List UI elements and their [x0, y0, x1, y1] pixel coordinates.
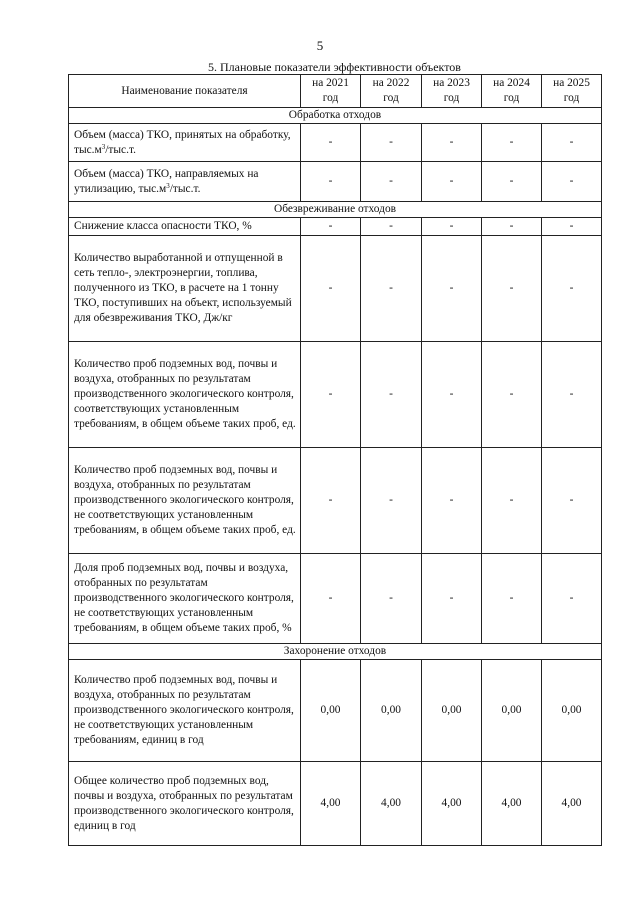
value-2022: -	[361, 554, 422, 644]
value-2025: 0,00	[542, 660, 602, 762]
value-2021: -	[301, 124, 361, 162]
value-2024: 0,00	[482, 660, 542, 762]
table-row	[69, 342, 602, 448]
value-2024: -	[482, 554, 542, 644]
indicator-name: Объем (масса) ТКО, принятых на обработку, $тыс.м^3/тыс.т$.	[69, 124, 301, 162]
value-2022: -	[361, 448, 422, 554]
value-2023: 4,00	[422, 762, 482, 846]
value-2025: -	[542, 554, 602, 644]
value-2022: -	[361, 218, 422, 236]
value-2021: -	[301, 162, 361, 202]
value-2022: -	[361, 236, 422, 342]
indicator-name: Объем (масса) ТКО, направляемых на утилизацию, $тыс.м^3/тыс.т$.	[69, 162, 301, 202]
value-2023: -	[422, 218, 482, 236]
value-2022: 4,00	[361, 762, 422, 846]
indicator-name: Общее количество проб подземных вод, почвы и воздуха, отобранных по результатам производственного экологического контроля, единиц в год	[69, 762, 301, 846]
value-2021: -	[301, 554, 361, 644]
table-row	[69, 162, 602, 202]
table-row	[69, 236, 602, 342]
indicator-name: Количество проб подземных вод, почвы и воздуха, отобранных по результатам производственного экологического контроля, не соответствующих установленным требованиям, единиц в год	[69, 660, 301, 762]
table-row	[69, 762, 602, 846]
header-year-2025: на 2025 год	[542, 75, 602, 108]
value-2022: -	[361, 342, 422, 448]
indicators-table	[68, 74, 602, 846]
header-indicator: Наименование показателя	[69, 75, 301, 108]
value-2025: -	[542, 448, 602, 554]
section-row	[69, 644, 602, 660]
value-2024: -	[482, 162, 542, 202]
value-2025: -	[542, 162, 602, 202]
value-2024: -	[482, 218, 542, 236]
value-2021: -	[301, 448, 361, 554]
value-2022: 0,00	[361, 660, 422, 762]
value-2023: -	[422, 554, 482, 644]
value-2024: 4,00	[482, 762, 542, 846]
value-2024: -	[482, 342, 542, 448]
value-2021: 0,00	[301, 660, 361, 762]
header-year-2021: на 2021 год	[301, 75, 361, 108]
header-year-2022: на 2022 год	[361, 75, 422, 108]
value-2021: 4,00	[301, 762, 361, 846]
value-2025: -	[542, 218, 602, 236]
table-row	[69, 218, 602, 236]
section-title-burial: Захоронение отходов	[69, 644, 602, 660]
indicator-name: Доля проб подземных вод, почвы и воздуха, отобранных по результатам производственного экологического контроля, не соответствующих установленным требованиям, в общем объеме таких проб, %	[69, 554, 301, 644]
value-2022: -	[361, 162, 422, 202]
indicator-name: Количество проб подземных вод, почвы и воздуха, отобранных по результатам производственного экологического контроля, соответствующих установленным требованиям, в общем объеме таких проб, ед.	[69, 342, 301, 448]
section-row	[69, 108, 602, 124]
header-year-2023: на 2023 год	[422, 75, 482, 108]
value-2023: 0,00	[422, 660, 482, 762]
value-2022: -	[361, 124, 422, 162]
section-title-processing: Обработка отходов	[69, 108, 602, 124]
value-2024: -	[482, 448, 542, 554]
table-row	[69, 660, 602, 762]
section-title-neutralization: Обезвреживание отходов	[69, 202, 602, 218]
page-number: 5	[316, 38, 324, 53]
header-year-2024: на 2024 год	[482, 75, 542, 108]
value-2021: -	[301, 218, 361, 236]
table-header-row	[69, 75, 602, 108]
value-2023: -	[422, 236, 482, 342]
value-2021: -	[301, 236, 361, 342]
value-2023: -	[422, 448, 482, 554]
value-2025: -	[542, 124, 602, 162]
value-2025: 4,00	[542, 762, 602, 846]
value-2023: -	[422, 162, 482, 202]
value-2025: -	[542, 342, 602, 448]
table-title: 5. Плановые показатели эффективности объектов	[208, 60, 461, 74]
value-2024: -	[482, 236, 542, 342]
indicator-name: Снижение класса опасности ТКО, %	[69, 218, 301, 236]
value-2023: -	[422, 124, 482, 162]
table-row	[69, 124, 602, 162]
section-row	[69, 202, 602, 218]
table-row	[69, 554, 602, 644]
value-2024: -	[482, 124, 542, 162]
table-row	[69, 448, 602, 554]
value-2025: -	[542, 236, 602, 342]
value-2021: -	[301, 342, 361, 448]
value-2023: -	[422, 342, 482, 448]
indicator-name: Количество выработанной и отпущенной в сеть тепло-, электроэнергии, топлива, полученного из ТКО, в расчете на 1 тонну ТКО, поступивших на объект, используемый для обезвреживания ТКО, Дж/кг	[69, 236, 301, 342]
indicator-name: Количество проб подземных вод, почвы и воздуха, отобранных по результатам производственного экологического контроля, не соответствующих установленным требованиям, в общем объеме таких проб, ед.	[69, 448, 301, 554]
